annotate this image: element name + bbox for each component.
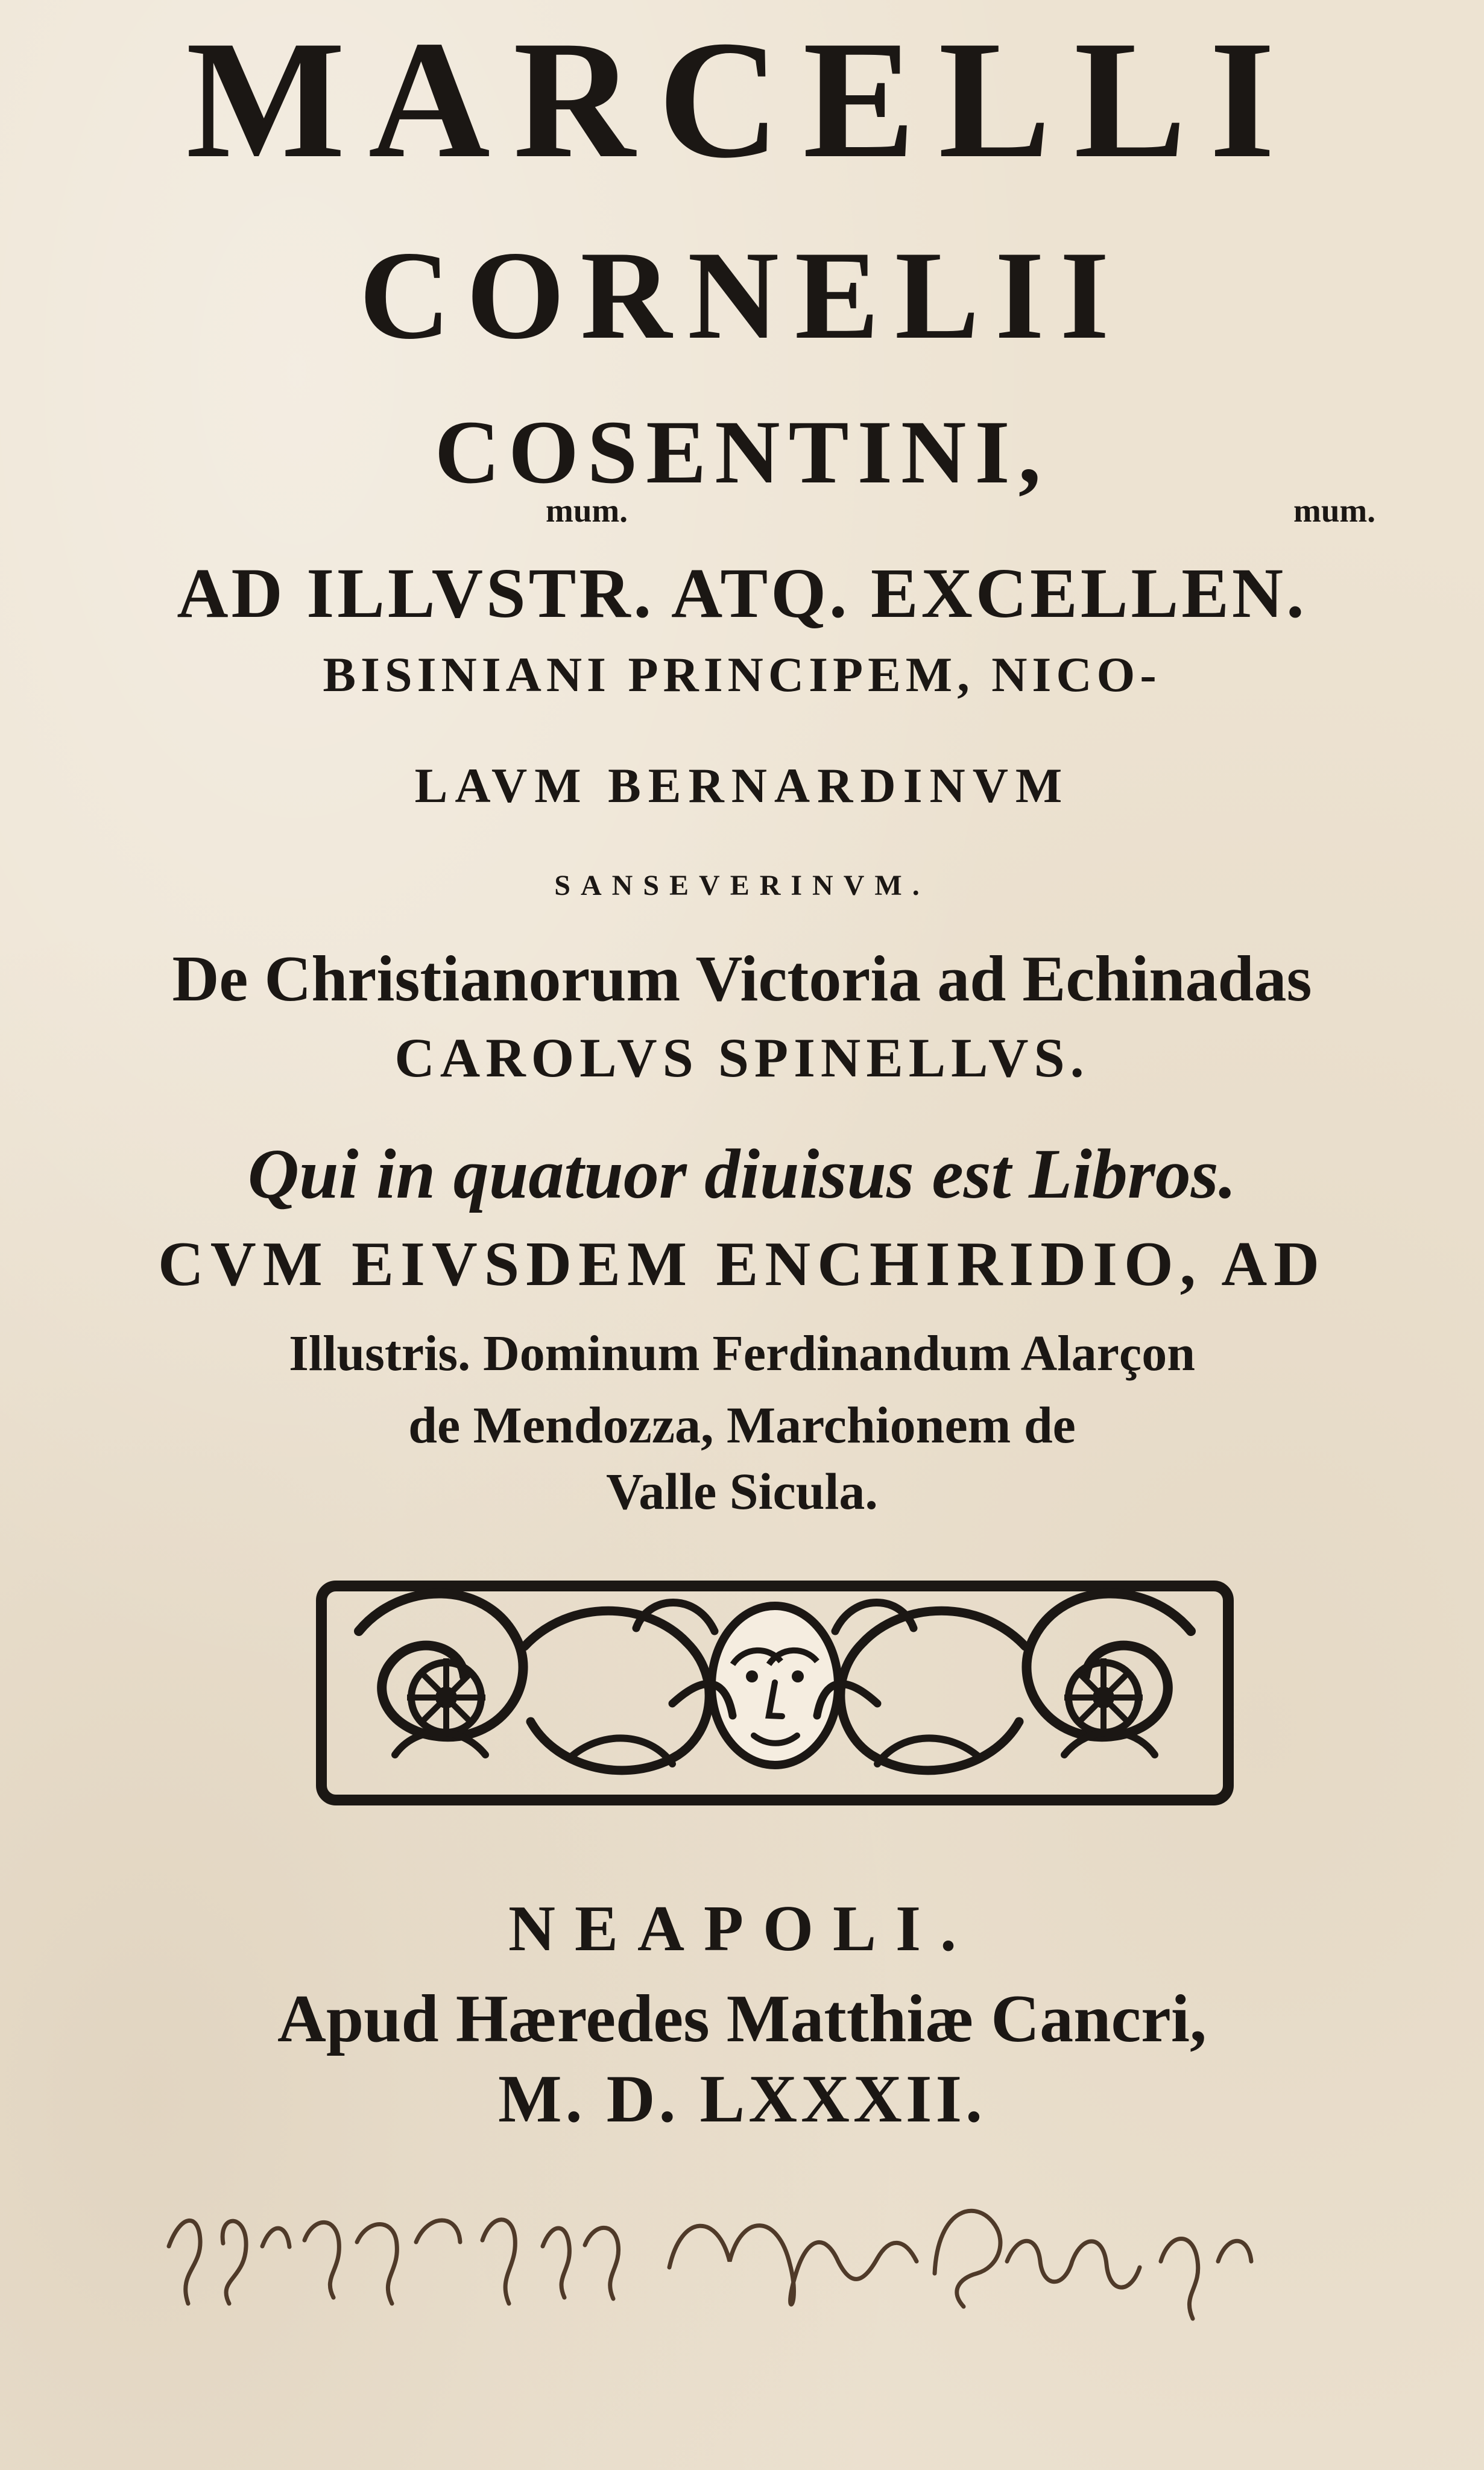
title-line-1: MARCELLI [186,5,1298,193]
imprint-year: M. D. LXXXII. [497,2062,987,2137]
small-note-left: mum. [546,492,628,529]
title-line-12: Illustris. Dominum Ferdinandum Alarçon [289,1325,1195,1382]
handwritten-inscription [157,2171,1272,2340]
title-line-2: CORNELII [359,226,1125,365]
title-line-8: De Christianorum Victoria ad Echinadas [172,943,1312,1015]
title-line-6: LAVM BERNARDINVM [414,758,1070,813]
imprint-publisher: Apud Hæredes Matthiæ Cancri, [277,1982,1207,2056]
title-line-10: Qui in quatuor diuisus est Libros. [247,1134,1237,1213]
title-line-4: AD ILLVSTR. ATQ. EXCELLEN. [177,554,1307,633]
title-line-11: CVM EIVSDEM ENCHIRIDIO, AD [158,1228,1326,1299]
title-line-5: BISINIANI PRINCIPEM, NICO- [323,647,1161,702]
small-note-right: mum. [1293,492,1375,529]
title-line-14: Valle Sicula. [606,1462,878,1520]
title-line-9: CAROLVS SPINELLVS. [394,1027,1090,1088]
title-line-13: de Mendozza, Marchionem de [408,1396,1076,1454]
title-line-3: COSENTINI, [434,402,1050,502]
title-line-7: SANSEVERINVM. [554,870,930,902]
imprint-city: NEAPOLI. [508,1893,976,1965]
woodcut-ornament-icon [311,1574,1239,1812]
